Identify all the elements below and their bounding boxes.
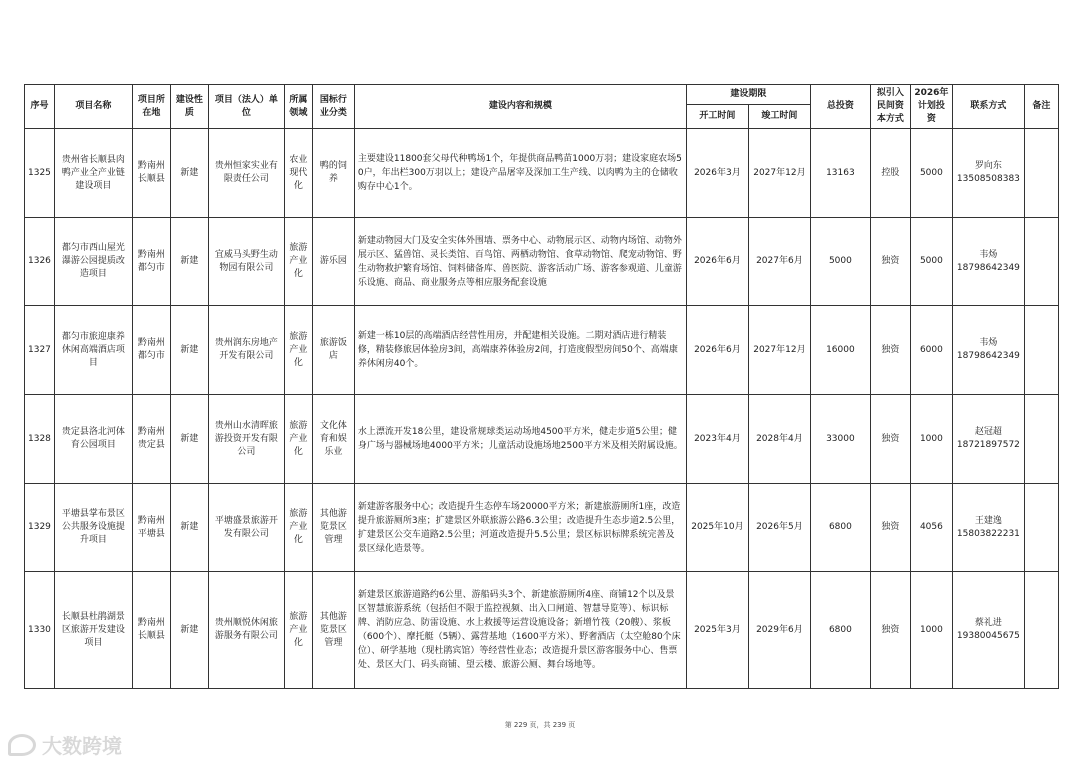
cell-plan2026: 4056	[910, 484, 952, 572]
header-remark: 备注	[1024, 85, 1058, 129]
cell-method: 独资	[870, 218, 910, 306]
header-period: 建设期限	[686, 85, 810, 105]
cell-plan2026: 1000	[910, 395, 952, 484]
contact-phone: 18798642349	[956, 262, 1020, 273]
header-nature: 建设性质	[170, 85, 208, 129]
cell-location: 黔南州都匀市	[132, 306, 170, 395]
cell-content: 新建游客服务中心；改造提升生态停车场20000平方米；新建旅游厕所1座，改造提升旅游厕所3座；扩建景区外联旅游公路6.3公里；改造提升生态步道2.5公里，扩建景区公交车道路2.5公里；河道改造提升5.5公里；景区标识标牌系统完善及景区绿化造景等。	[354, 484, 686, 572]
cell-seq: 1327	[25, 306, 55, 395]
cell-total: 6800	[810, 572, 870, 689]
cell-name: 平塘县掌布景区公共服务设施提升项目	[54, 484, 132, 572]
contact-phone: 19380045675	[956, 631, 1020, 641]
header-content: 建设内容和规模	[354, 85, 686, 129]
cell-plan2026: 5000	[910, 129, 952, 218]
cell-contact	[952, 306, 1024, 395]
cell-field: 农业现代化	[284, 129, 312, 218]
table-row	[25, 129, 1059, 218]
cell-unit: 贵州润东房地产开发有限公司	[208, 306, 284, 395]
header-contact: 联系方式	[952, 85, 1024, 129]
header-start: 开工时间	[686, 104, 748, 128]
cell-location: 黔南州长顺县	[132, 572, 170, 689]
watermark	[8, 730, 122, 759]
header-end: 竣工时间	[748, 104, 810, 128]
contact-name: 罗向东	[974, 161, 1002, 171]
cell-remark	[1024, 218, 1058, 306]
cell-total: 16000	[810, 306, 870, 395]
cell-location: 黔南州都匀市	[132, 218, 170, 306]
cell-start: 2025年3月	[686, 572, 748, 689]
header-total: 总投资	[810, 85, 870, 129]
cell-method: 独资	[870, 484, 910, 572]
cell-total: 33000	[810, 395, 870, 484]
cell-remark	[1024, 306, 1058, 395]
contact-name: 韦炀	[979, 338, 998, 348]
cell-seq: 1326	[25, 218, 55, 306]
cell-total: 13163	[810, 129, 870, 218]
header-industry: 国标行业分类	[312, 85, 354, 129]
header-method: 拟引入民间资本方式	[870, 85, 910, 129]
contact-phone: 13508508383	[956, 174, 1020, 184]
watermark-text: 大数跨境	[42, 734, 122, 758]
cell-location: 黔南州平塘县	[132, 484, 170, 572]
cell-field: 旅游产业化	[284, 484, 312, 572]
cell-unit: 贵州恒家实业有限责任公司	[208, 129, 284, 218]
cell-method: 控股	[870, 129, 910, 218]
contact-name: 蔡礼进	[974, 618, 1002, 628]
brand-logo-icon	[8, 734, 36, 756]
cell-field: 旅游产业化	[284, 218, 312, 306]
contact-name: 赵冠超	[974, 427, 1002, 437]
cell-start: 2026年3月	[686, 129, 748, 218]
cell-contact	[952, 218, 1024, 306]
cell-seq: 1329	[25, 484, 55, 572]
cell-name: 都匀市旅迎康养休闲高端酒店项目	[54, 306, 132, 395]
cell-field: 旅游产业化	[284, 572, 312, 689]
cell-location: 黔南州贵定县	[132, 395, 170, 484]
contact-name: 王建逸	[974, 515, 1002, 526]
cell-total: 6800	[810, 484, 870, 572]
cell-remark	[1024, 395, 1058, 484]
table-row	[25, 218, 1059, 306]
cell-nature: 新建	[170, 218, 208, 306]
header-field: 所属领域	[284, 85, 312, 129]
cell-start: 2026年6月	[686, 306, 748, 395]
cell-end: 2027年12月	[748, 129, 810, 218]
cell-content: 新建一栋10层的高端酒店经营性用房，并配建相关设施。二期对酒店进行精装修，精装修旅居体验房3间，高端康养体验房2间，打造度假型房间50个、高端康养休闲房40个。	[354, 306, 686, 395]
table-row	[25, 572, 1059, 689]
page-number: 第 229 页，共 239 页	[504, 721, 576, 729]
cell-method: 独资	[870, 572, 910, 689]
cell-unit: 宜威马头野生动物园有限公司	[208, 218, 284, 306]
cell-end: 2027年6月	[748, 218, 810, 306]
cell-nature: 新建	[170, 484, 208, 572]
cell-contact	[952, 572, 1024, 689]
cell-field: 旅游产业化	[284, 306, 312, 395]
cell-nature: 新建	[170, 395, 208, 484]
cell-contact	[952, 484, 1024, 572]
cell-plan2026: 6000	[910, 306, 952, 395]
cell-start: 2023年4月	[686, 395, 748, 484]
cell-industry: 鸭的饲养	[312, 129, 354, 218]
cell-seq: 1328	[25, 395, 55, 484]
cell-remark	[1024, 129, 1058, 218]
cell-name: 贵州省长顺县肉鸭产业全产业链建设项目	[54, 129, 132, 218]
cell-plan2026: 1000	[910, 572, 952, 689]
header-unit: 项目（法人）单位	[208, 85, 284, 129]
cell-seq: 1330	[25, 572, 55, 689]
cell-remark	[1024, 572, 1058, 689]
contact-phone: 18721897572	[956, 440, 1020, 450]
cell-contact	[952, 395, 1024, 484]
cell-content: 主要建设11800套父母代种鸭场1个，年提供商品鸭苗1000万羽；建设家庭农场50户，年出栏300万羽以上；建设产品屠宰及深加工生产线、以肉鸭为主的仓储收购存中心1个。	[354, 129, 686, 218]
cell-method: 独资	[870, 306, 910, 395]
project-table	[24, 84, 1059, 689]
cell-plan2026: 5000	[910, 218, 952, 306]
header-seq: 序号	[25, 85, 55, 129]
header-name: 项目名称	[54, 85, 132, 129]
cell-method: 独资	[870, 395, 910, 484]
cell-end: 2026年5月	[748, 484, 810, 572]
cell-nature: 新建	[170, 129, 208, 218]
cell-end: 2027年12月	[748, 306, 810, 395]
cell-name: 都匀市西山屋光瀑游公园提质改造项目	[54, 218, 132, 306]
table-header	[25, 85, 1059, 129]
table-row	[25, 484, 1059, 572]
table-row	[25, 306, 1059, 395]
header-location: 项目所在地	[132, 85, 170, 129]
cell-unit: 平塘盛景旅游开发有限公司	[208, 484, 284, 572]
cell-unit: 贵州山水清晖旅游投资开发有限公司	[208, 395, 284, 484]
cell-location: 黔南州长顺县	[132, 129, 170, 218]
contact-name: 韦炀	[979, 249, 998, 260]
cell-nature: 新建	[170, 572, 208, 689]
cell-start: 2026年6月	[686, 218, 748, 306]
cell-name: 长顺县杜鹃湖景区旅游开发建设项目	[54, 572, 132, 689]
cell-industry: 其他游览景区管理	[312, 572, 354, 689]
cell-content: 新建景区旅游道路约6公里、游船码头3个、新建旅游厕所4座、商铺12个以及景区智慧旅游系统（包括但不限于监控视频、出入口闸道、智慧导览等）、标识标牌、消防应急、防雷设施、水上救援等运营设施设备；新增竹筏（20艘）、浆板（600个）、摩托艇（5辆）、露营基地（1600平方米）、野奢酒店（太空舱80个床位）、研学基地（现杜鹃宾馆）等经营性业态；改造提升景区游客服务中心、售票处、景区大门、码头商铺、望云楼、旅游公厕、舞台场地等。	[354, 572, 686, 689]
contact-phone: 18798642349	[956, 351, 1020, 361]
cell-content: 水上漂流开发18公里，建设常规球类运动场地4500平方米，健走步道5公里；健身广场与器械场地4000平方米；儿童活动设施场地2500平方米及相关附属设施。	[354, 395, 686, 484]
cell-name: 贵定县洛北河体育公园项目	[54, 395, 132, 484]
cell-seq: 1325	[25, 129, 55, 218]
cell-industry: 文化体育和娱乐业	[312, 395, 354, 484]
cell-nature: 新建	[170, 306, 208, 395]
header-plan2026: 2026年计划投资	[910, 85, 952, 129]
cell-start: 2025年10月	[686, 484, 748, 572]
cell-end: 2028年4月	[748, 395, 810, 484]
contact-phone: 15803822231	[956, 528, 1020, 539]
cell-content: 新建动物园大门及安全实体外围墙、票务中心、动物展示区、动物内场馆、动物外展示区、猛兽馆、灵长类馆、百鸟馆、两栖动物馆、食草动物馆、爬宠动物馆、野生动物救护繁育场馆、饲料储备库、兽医院、游客活动广场、游客参观道、儿童游乐设施、商品、商业服务点等相应服务配套设施	[354, 218, 686, 306]
cell-industry: 旅游饭店	[312, 306, 354, 395]
cell-industry: 其他游览景区管理	[312, 484, 354, 572]
cell-industry: 游乐园	[312, 218, 354, 306]
cell-remark	[1024, 484, 1058, 572]
cell-field: 旅游产业化	[284, 395, 312, 484]
cell-unit: 贵州顺悦休闲旅游服务有限公司	[208, 572, 284, 689]
table-row	[25, 395, 1059, 484]
cell-end: 2029年6月	[748, 572, 810, 689]
cell-total: 5000	[810, 218, 870, 306]
cell-contact	[952, 129, 1024, 218]
